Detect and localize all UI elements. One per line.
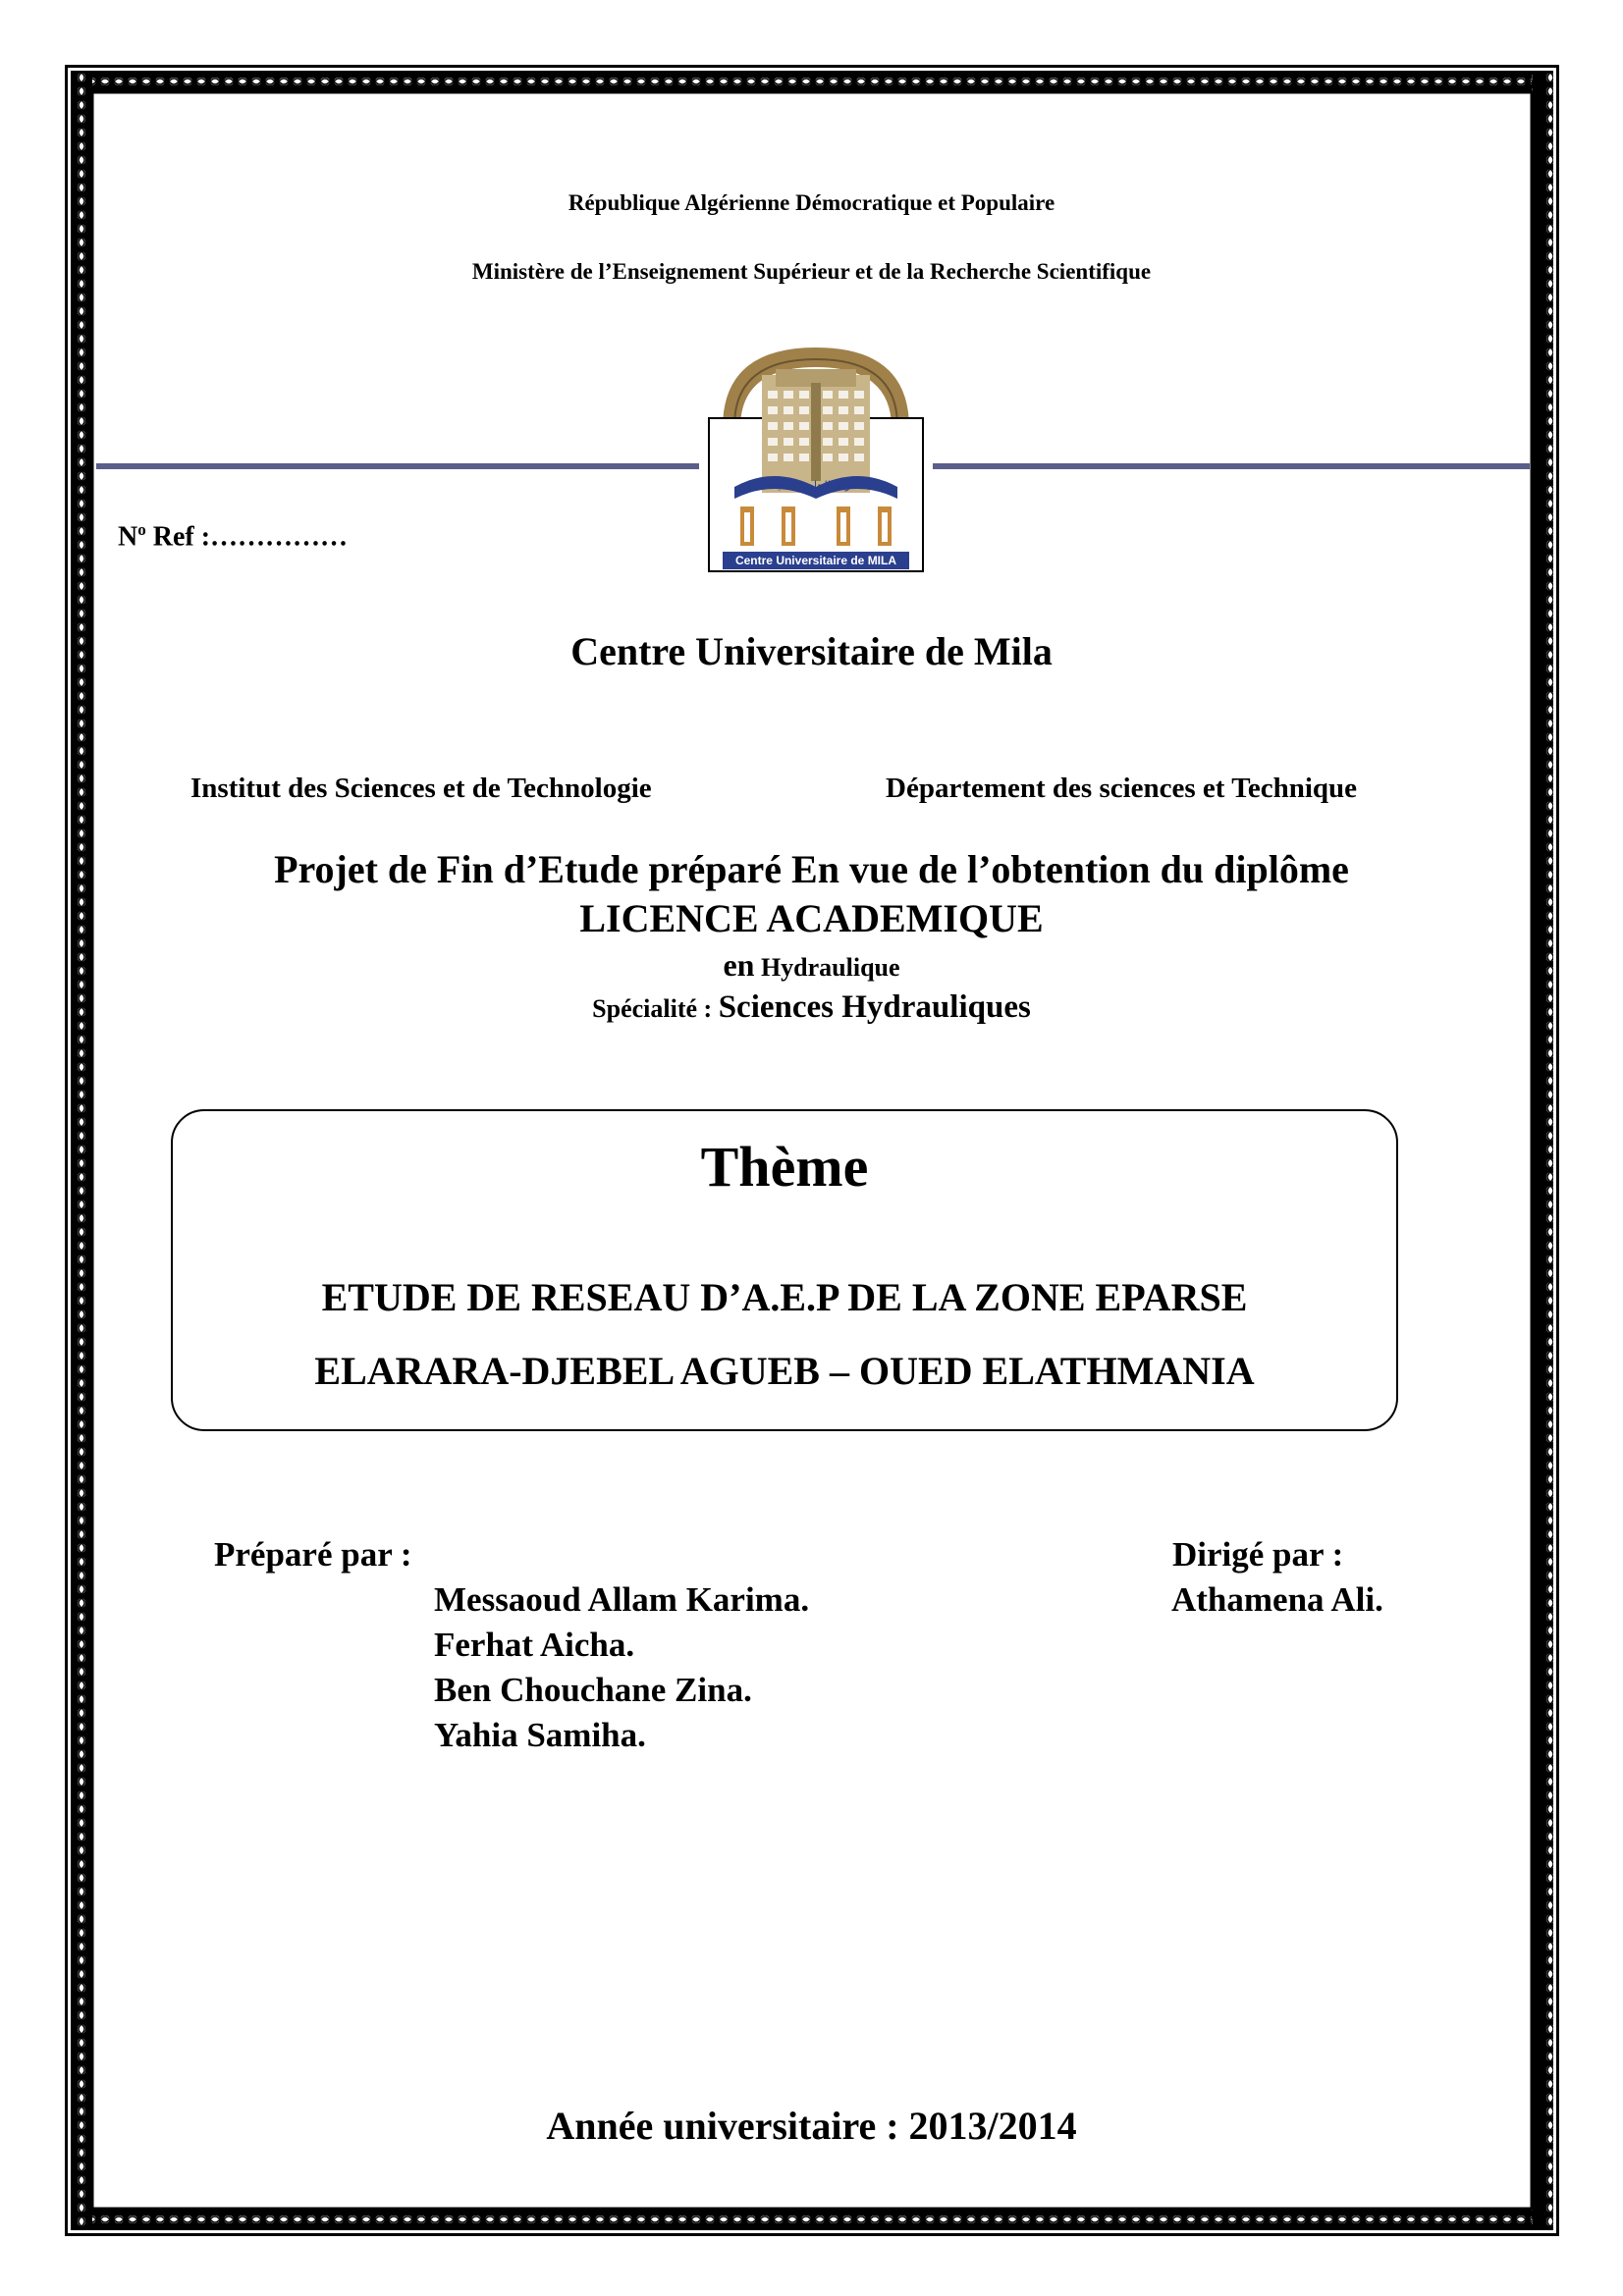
student-name: Messaoud Allam Karima.: [434, 1580, 810, 1619]
prepared-by-label: Préparé par :: [214, 1535, 412, 1574]
logo-arabic-text: المركز الجامعي لميلة: [768, 479, 864, 492]
left-rule: [96, 463, 699, 469]
student-name: Ben Chouchane Zina.: [434, 1671, 752, 1709]
student-name: Ferhat Aicha.: [434, 1626, 635, 1664]
university-name: Centre Universitaire de Mila: [570, 629, 1053, 673]
theme-line2: ELARARA-DJEBEL AGUEB – OUED ELATHMANIA: [314, 1349, 1255, 1393]
academic-year: Année universitaire : 2013/2014: [546, 2104, 1077, 2148]
discipline-line: en Hydraulique: [723, 947, 900, 983]
directed-by-label: Dirigé par :: [1172, 1535, 1344, 1574]
logo-caption: Centre Universitaire de MILA: [734, 554, 897, 567]
right-rule: [933, 463, 1530, 469]
republic-header: République Algérienne Démocratique et Populaire: [568, 190, 1055, 215]
supervisor-name: Athamena Ali.: [1171, 1580, 1383, 1619]
ministry-header: Ministère de l’Enseignement Supérieur et de la Recherche Scientifique: [471, 259, 1152, 284]
department-name: Département des sciences et Technique: [886, 773, 1358, 804]
degree-title: LICENCE ACADEMIQUE: [579, 896, 1044, 940]
student-name: Yahia Samiha.: [434, 1716, 646, 1754]
speciality-line: Spécialité : Sciences Hydrauliques: [592, 989, 1031, 1025]
theme-title: Thème: [700, 1135, 869, 1199]
reference-number: $N^o$ Ref :……………: [118, 520, 349, 553]
theme-line1: ETUDE DE RESEAU D’A.E.P DE LA ZONE EPARSE: [321, 1275, 1248, 1319]
university-logo: [705, 340, 927, 575]
project-line1: Projet de Fin d’Etude préparé En vue de l’obtention du diplôme: [274, 847, 1349, 891]
institute-name: Institut des Sciences et de Technologie: [190, 773, 652, 804]
